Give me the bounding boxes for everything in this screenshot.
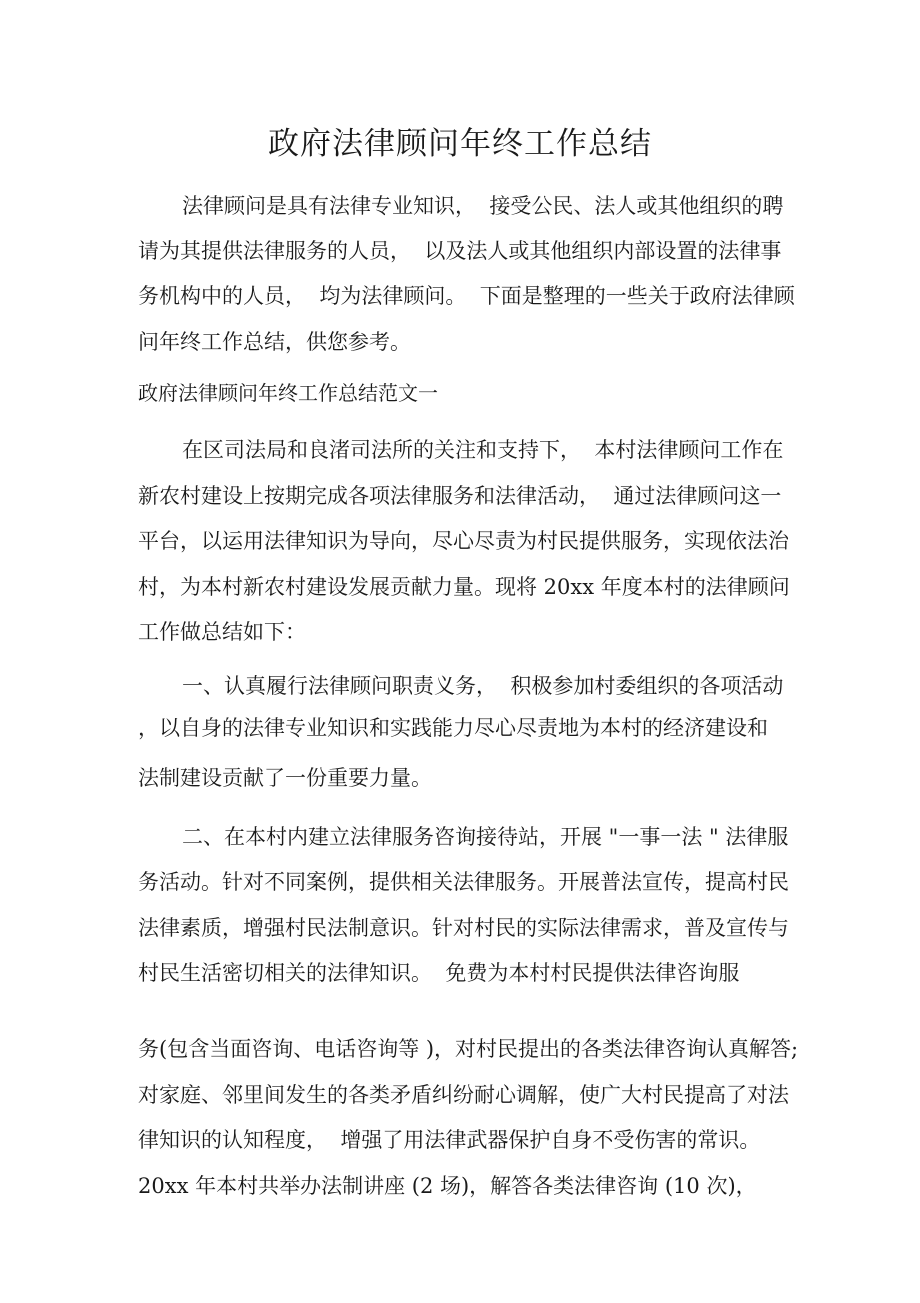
paragraph2-line-3: 法制建设贡献了一份重要力量。 [138, 766, 432, 790]
paragraph3-line-4: 村民生活密切相关的法律知识。 免费为本村村民提供法律咨询服 [138, 961, 740, 985]
paragraph1-line-1: 在区司法局和良渚司法所的关注和支持下， 本村法律顾问工作在 [182, 438, 784, 462]
paragraph1-line-2: 新农村建设上按期完成各项法律服务和法律活动， 通过法律顾问这一 [138, 484, 782, 508]
paragraph4-line-1: 务(包含当面咨询、电话咨询等 )，对村民提出的各类法律咨询认真解答; [138, 1037, 799, 1061]
paragraph1-line-4: 村，为本村新农村建设发展贡献力量。现将 20xx 年度本村的法律顾问 [138, 575, 790, 599]
document-title: 政府法律顾问年终工作总结 [268, 126, 652, 162]
paragraph3-line-3: 法律素质，增强村民法制意识。针对村民的实际法律需求，普及宣传与 [138, 916, 789, 940]
paragraph1-line-5: 工作做总结如下： [138, 620, 306, 644]
intro-line-2: 请为其提供法律服务的人员， 以及法人或其他组织内部设置的法律事 [138, 239, 782, 263]
paragraph3-line-1: 二、在本村内建立法律服务咨询接待站，开展 "一事一法 " 法律服 [182, 825, 789, 849]
paragraph2-line-1: 一、认真履行法律顾问职责义务， 积极参加村委组织的各项活动 [182, 674, 784, 698]
paragraph4-line-3: 律知识的认知程度， 增强了用法律武器保护自身不受伤害的常识。 [138, 1128, 761, 1152]
section-heading: 政府法律顾问年终工作总结范文一 [138, 381, 438, 405]
paragraph4-line-4: 20xx 年本村共举办法制讲座 (2 场)，解答各类法律咨询 (10 次)， [138, 1174, 757, 1198]
intro-line-3: 务机构中的人员， 均为法律顾问。 下面是整理的一些关于政府法律顾 [138, 284, 795, 308]
paragraph1-line-3: 平台，以运用法律知识为导向，尽心尽责为村民提供服务，实现依法治 [138, 529, 789, 553]
intro-line-1: 法律顾问是具有法律专业知识， 接受公民、法人或其他组织的聘 [182, 194, 784, 218]
paragraph2-line-2: ，以自身的法律专业知识和实践能力尽心尽责地为本村的经济建设和 [138, 716, 768, 740]
paragraph4-line-2: 对家庭、邻里间发生的各类矛盾纠纷耐心调解，使广大村民提高了对法 [138, 1083, 789, 1107]
intro-line-4: 问年终工作总结，供您参考。 [138, 330, 411, 354]
paragraph3-line-2: 务活动。针对不同案例，提供相关法律服务。开展普法宣传，提高村民 [138, 870, 789, 894]
